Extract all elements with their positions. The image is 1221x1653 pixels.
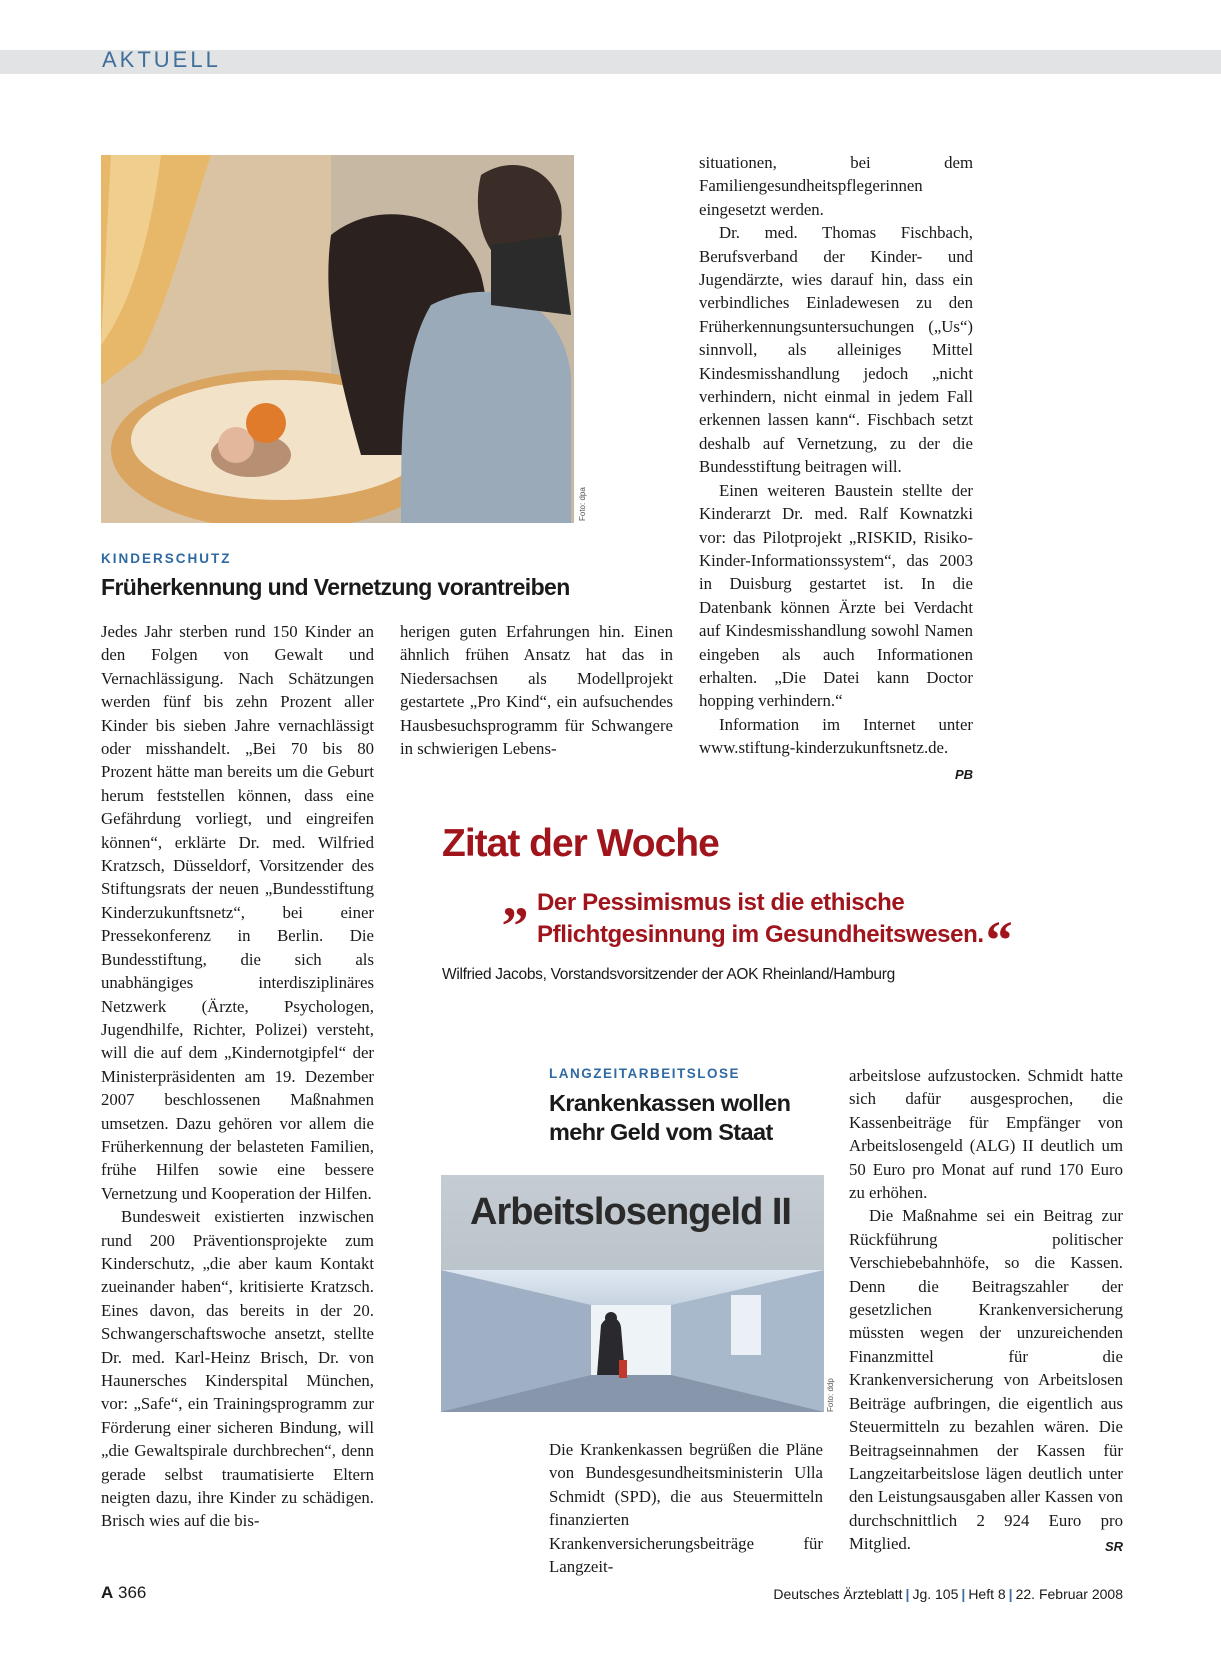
headline-line-2: mehr Geld vom Staat — [549, 1119, 773, 1145]
headline-line-1: Krankenkassen wollen — [549, 1090, 791, 1116]
paragraph-text: Die Maßnahme sei ein Beitrag zur Rückführung politischer Verschiebebahnhöfe, so die Kassen. Denn die Beitragszahler der gesetzlichen Krankenversicherung müssten wegen der unzureichenden Finanzmittel für die Krankenversicherung von Arbeitslosen Beiträge aufbringen, die eigentlich aus Steuermitteln zu bezahlen wären. Die Beitragseinnahmen der Kassen für Langzeitarbeitslose lägen deutlich unter den Leistungsausgaben aller Kassen von durchschnittlich 2 924 Euro pro Mitglied. — [849, 1206, 1123, 1554]
article2-kicker: LANGZEITARBEITSLOSE — [549, 1066, 741, 1081]
footer-masthead — [773, 1586, 1123, 1602]
quote-open-mark: „ — [502, 868, 529, 928]
journal-volume: Jg. 105 — [912, 1586, 959, 1602]
paragraph: Einen weiteren Baustein stellte der Kinderarzt Dr. med. Ralf Kownatzki vor: das Pilotprojekt „RISKID, Risiko-Kinder-Informationssystem“, das 2003 in Duisburg gestartet ist. In die Datenbank können Ärzte bei Verdacht auf Kindesmisshandlung sowohl Namen eingeben als auch Informationen erhalten. „Die Datei kann Doctor hopping verhindern.“ — [699, 480, 973, 711]
paragraph: situationen, bei dem Familiengesundheitspflegerinnen eingesetzt werden. — [699, 153, 973, 219]
article1-column-1 — [101, 620, 374, 1533]
paragraph: herigen guten Erfahrungen hin. Einen ähnlich frühen Ansatz hat das in Niedersachsen als Modellprojekt gestartete „Pro Kind“, ein aufsuchendes Hausbesuchsprogramm für Schwangere in schwierigen Lebens- — [400, 622, 673, 759]
paragraph: Bundesweit existierten inzwischen rund 200 Präventionsprojekte zum Kinderschutz, „die aber kaum Kontakt zueinander haben“, kritisierte Kratzsch. Eines davon, das bereits in der 20. Schwangerschaftswoche ansetzt, stellte Dr. med. Karl-Heinz Brisch, Dr. von Haunersches Kinderspital München, vor: „Safe“, ein Trainingsprogramm zur Förderung einer sicheren Bindung, will „die Gewaltspirale durchbrechen“, denn gerade selbst traumatisierte Eltern neigten dazu, ihre Kinder zu schädigen. Brisch wies auf die bis- — [101, 1207, 374, 1531]
article2-photo-sign: Arbeitslosengeld II — [470, 1191, 791, 1233]
quote-line-1: Der Pessimismus ist die ethische — [537, 889, 905, 916]
paragraph: Die Krankenkassen begrüßen die Pläne von Bundesgesundheitsministerin Ulla Schmidt (SPD), die aus Steuermitteln finanzierten Krankenversicherungsbeiträge für Langzeit- — [549, 1440, 823, 1577]
paragraph — [699, 713, 973, 782]
separator: | — [1008, 1586, 1013, 1602]
separator: | — [961, 1586, 966, 1602]
quote-text — [537, 887, 1137, 970]
page-number — [101, 1583, 146, 1603]
info-text: Information im Internet unter www.stiftung-kinderzukunftsnetz.de. — [699, 714, 973, 758]
article1-column-2 — [400, 620, 673, 760]
paragraph — [849, 1204, 1123, 1555]
article1-column-3 — [699, 151, 973, 786]
journal-name: Deutsches Ärzteblatt — [773, 1586, 903, 1602]
article2-headline — [549, 1089, 790, 1147]
article1-photo-credit: Foto: dpa — [578, 487, 587, 521]
article2-photo-credit: Foto: ddp — [826, 1378, 835, 1412]
paragraph: Dr. med. Thomas Fischbach, Berufsverband der Kinder- und Jugendärzte, wies darauf hin, dass ein verbindliches Einladewesen zu den Früherkennungsuntersuchungen („Us“) sinnvoll, als alleiniges Mittel Kindesmisshandlung jedoch „nicht verhindern, nicht einmal in jedem Fall erkennen lassen kann“. Fischbach setzt deshalb auf Vernetzung, zu der die Bundesstiftung beitragen will. — [699, 223, 973, 477]
zitat-title: Zitat der Woche — [442, 822, 719, 865]
paragraph: Jedes Jahr sterben rund 150 Kinder an den Folgen von Gewalt und Vernachlässigung. Nach Schätzungen werden fünf bis zehn Prozent aller Kinder bis sieben Jahre vernachlässigt oder misshandelt. „Bei 70 bis 80 Prozent hätte man bereits um die Geburt herum feststellen können, dass eine Gefährdung vorliegt, und eingreifen können“, erklärte Dr. med. Wilfried Kratzsch, Düsseldorf, Vorsitzender des Stiftungsrats der neuen „Bundesstiftung Kinderzukunftsnetz“, bei einer Pressekonferenz in Berlin. Die Bundesstiftung, die sich als unabhängiges interdisziplinäres Netzwerk (Ärzte, Psychologen, Jugendhilfe, Richter, Polizei) versteht, will die auf dem „Kindernotgipfel“ der Ministerpräsidenten am 19. Dezember 2007 beschlossenen Maßnahmen umsetzen. Dazu gehören vor allem die Früherkennung der belasteten Familien, frühe Hilfen sowie eine bessere Vernetzung und Kooperation der Hilfen. — [101, 622, 374, 1203]
article2-column-2 — [849, 1064, 1123, 1559]
quote-line-2 — [537, 910, 1137, 970]
page-prefix: A — [101, 1583, 114, 1602]
article2-signature: SR — [1104, 1539, 1123, 1555]
paragraph: arbeitslose aufzustocken. Schmidt hatte sich dafür ausgesprochen, die Kassenbeiträge für Empfänger von Arbeitslosengeld (ALG) II deutlich um 50 Euro pro Monat auf rund 170 Euro zu erhöhen. — [849, 1066, 1123, 1203]
quote-line-2-text: Pflichtgesinnung im Gesundheitswesen. — [537, 921, 984, 948]
article2-column-1 — [549, 1438, 823, 1578]
quote-author: Wilfried Jacobs, Vorstandsvorsitzender der AOK Rheinland/Hamburg — [442, 966, 895, 983]
section-label: AKTUELL — [102, 47, 221, 72]
article1-headline: Früherkennung und Vernetzung vorantreiben — [101, 574, 570, 600]
separator: | — [905, 1586, 910, 1602]
journal-issue: Heft 8 — [968, 1586, 1006, 1602]
article1-kicker: KINDERSCHUTZ — [101, 551, 232, 566]
article1-signature: PB — [954, 766, 973, 782]
journal-date: 22. Februar 2008 — [1015, 1586, 1123, 1602]
page-number-value: 366 — [118, 1583, 147, 1602]
article1-photo — [101, 155, 574, 523]
quote-close-mark: “ — [985, 910, 1013, 970]
